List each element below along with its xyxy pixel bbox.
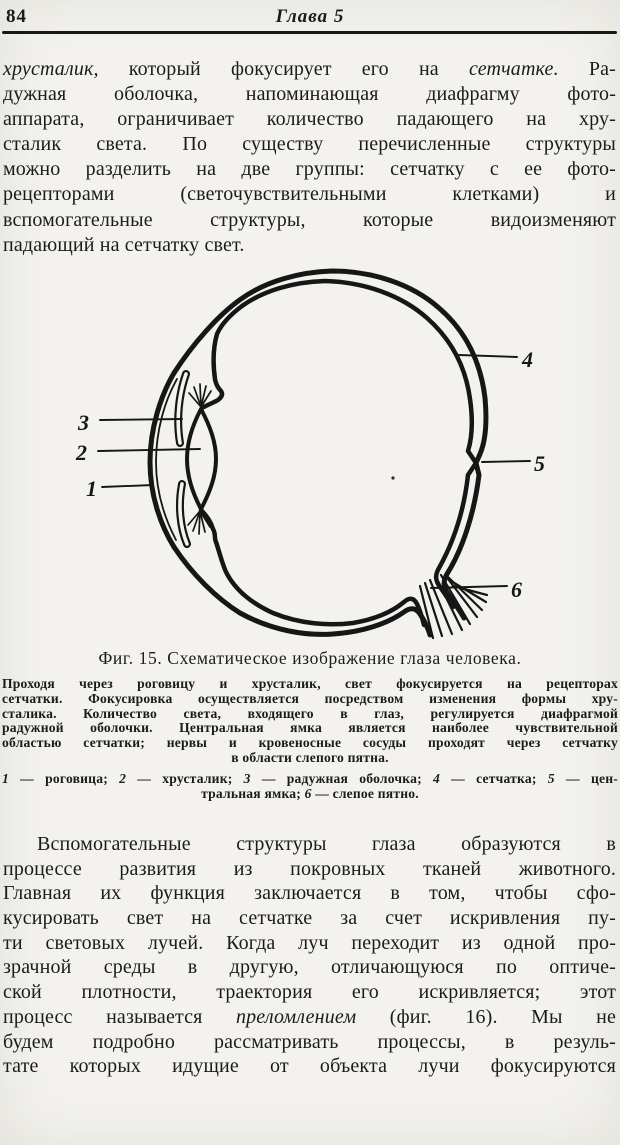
text: процесс называется — [3, 1005, 236, 1028]
text: который фокусирует его на — [98, 58, 469, 80]
text: областью сетчатки; нервы и кровеносные сосуды проходят через сетчатку — [2, 735, 618, 751]
italic-text: сетчатке. — [468, 58, 559, 80]
label-cornea: 1 — [86, 476, 97, 501]
text: сталик света. По существу перечисленные структуры — [3, 133, 616, 156]
eye-diagram-figure — [70, 268, 570, 648]
text: аппарата, ограничивает количество падающего на хру- — [3, 108, 616, 131]
figure-caption — [2, 677, 618, 766]
paragraph-1 — [3, 57, 616, 258]
text: тральная ямка; — [201, 786, 305, 801]
text-line — [3, 1030, 616, 1055]
italic-text: 2 — [119, 771, 127, 786]
italic-text: 5 — [547, 771, 555, 786]
text: — цен- — [554, 771, 618, 786]
text-line — [3, 1054, 616, 1079]
text-line — [3, 182, 616, 207]
text: вспомогательные структуры, которые видоизменяют — [3, 208, 616, 231]
text: сетчатки. Фокусировка осуществляется посредством изменения формы хру- — [2, 690, 618, 706]
text: дужная оболочка, напоминающая диафрагму фото- — [3, 83, 616, 106]
text: зрачной среды в другую, отличающуюся по оптиче- — [3, 956, 616, 979]
text: тате которых идущие от объекта лучи фокусируются — [3, 1055, 616, 1078]
scan-speck — [391, 476, 394, 479]
text: можно разделить на две группы: сетчатку с ее фото- — [3, 158, 616, 181]
text-line — [2, 721, 618, 736]
text: Проходя через роговицу и хрусталик, свет фокусируется на рецепторах — [2, 676, 618, 691]
label-iris: 3 — [78, 410, 89, 435]
italic-text: хрусталик, — [3, 58, 99, 80]
text-line — [3, 132, 616, 157]
text-line — [2, 786, 618, 801]
italic-text: 4 — [432, 771, 440, 786]
text: ти световых лучей. Когда луч переходит из одной про- — [3, 931, 616, 954]
text: Главная их функция заключается в том, чтобы сфо- — [3, 882, 616, 905]
text: падающий на сетчатку свет. — [3, 233, 245, 256]
text-line — [2, 692, 618, 707]
text-line — [3, 208, 616, 233]
retina-inner-wall — [202, 281, 476, 607]
leader-3 — [100, 419, 182, 420]
text-line — [3, 82, 616, 107]
text-line — [3, 931, 616, 956]
text-line — [3, 832, 616, 857]
text-line — [3, 233, 616, 258]
label-retina: 4 — [522, 347, 533, 372]
label-blind-spot: 6 — [511, 577, 522, 602]
text: Ра- — [558, 58, 616, 80]
text-line — [3, 980, 616, 1005]
leader-1 — [102, 485, 153, 487]
leader-5 — [482, 461, 530, 462]
header-rule — [2, 31, 617, 34]
text-line — [2, 677, 618, 692]
label-lens: 2 — [76, 440, 87, 465]
page-number: 84 — [6, 6, 27, 27]
text: кусировать свет на сетчатке за счет искривления пу- — [3, 907, 616, 930]
figure-title: Фиг. 15. Схематическое изображение глаза человека. — [98, 648, 522, 668]
text: — хрусталик; — [126, 771, 244, 786]
text: — роговица; — [9, 771, 120, 786]
cornea-outline — [150, 373, 174, 547]
text-line — [3, 107, 616, 132]
figure-legend — [2, 771, 618, 801]
text-line — [3, 57, 616, 82]
text: — радужная оболочка; — [250, 771, 433, 786]
text: (фиг. 16). Мы не — [356, 1005, 616, 1028]
text-line — [2, 771, 618, 786]
text-line — [3, 157, 616, 182]
text: будем подробно рассматривать процессы, в резуль- — [3, 1030, 616, 1053]
eye-diagram — [70, 268, 570, 648]
leader-4 — [459, 355, 517, 357]
text-line — [2, 707, 618, 722]
text: радужной оболочки. Центральная ямка является наиболее чувствительной — [2, 720, 618, 736]
text-line — [3, 881, 616, 906]
text: сталика. Количество света, входящего в глаз, регулируется диафрагмой — [2, 705, 618, 721]
text-line — [3, 955, 616, 980]
paragraph-2 — [3, 832, 616, 1079]
leader-2 — [98, 449, 200, 451]
italic-text: 1 — [2, 771, 9, 786]
text: процессе развития из покровных тканей животного. — [3, 857, 616, 880]
text: Вспомогательные структуры глаза образуются в — [37, 833, 616, 855]
text-line — [3, 1005, 616, 1030]
chapter-title: Глава 5 — [275, 6, 345, 27]
text: ской плотности, траектория его искривляется; этот — [3, 981, 616, 1004]
text: — слепое пятно. — [311, 786, 419, 801]
text: — сетчатка; — [439, 771, 548, 786]
label-fovea: 5 — [534, 451, 545, 476]
italic-text: 3 — [243, 771, 251, 786]
text-line — [2, 736, 618, 751]
text: рецепторами (светочувствительными клетками) и — [3, 183, 616, 206]
italic-text: 6 — [304, 786, 312, 801]
text-line — [3, 857, 616, 882]
lens-outline — [187, 409, 216, 509]
text: в области слепого пятна. — [231, 749, 389, 765]
text-line — [3, 906, 616, 931]
italic-text: преломлением — [236, 1005, 357, 1028]
text-line — [2, 751, 618, 766]
